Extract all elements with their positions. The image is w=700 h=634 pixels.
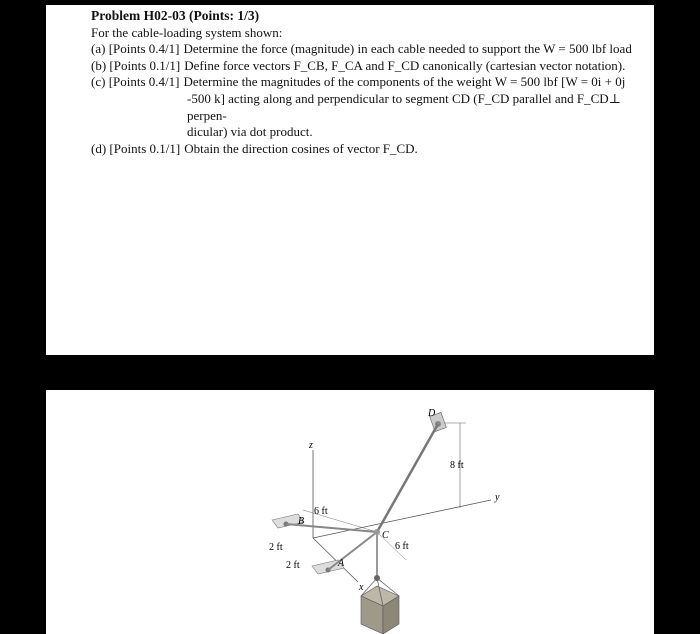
part-d-text: Obtain the direction cosines of vector F_CD. (184, 140, 418, 156)
cable-CD (377, 424, 438, 532)
label-z: z (309, 440, 313, 451)
problem-statement (91, 8, 659, 157)
part-b (91, 58, 659, 75)
part-a-text: Determine the force (magnitude) in each cable needed to support the W = 500 lbf load (183, 41, 632, 57)
left-black-border-lower (0, 390, 46, 634)
label-C: C (382, 530, 389, 541)
point-C (374, 529, 380, 535)
right-black-border (654, 0, 700, 355)
part-c-continued-2: dicular) via dot product. (187, 124, 313, 140)
hook (374, 575, 380, 581)
problem-intro: For the cable-loading system shown: (91, 24, 283, 40)
part-d-label: (d) [Points 0.1/1] (91, 140, 181, 156)
part-a (91, 41, 659, 58)
left-black-border (0, 0, 46, 355)
middle-black-band (0, 355, 700, 390)
part-c (91, 74, 659, 91)
part-d (91, 141, 659, 158)
dim-6ft-right: 6 ft (395, 541, 409, 552)
label-B: B (298, 516, 305, 527)
dim-2ft-bottom: 2 ft (286, 560, 300, 571)
cable-CA (328, 532, 377, 570)
part-a-label: (a) [Points 0.4/1] (91, 41, 180, 57)
part-c-text: Determine the magnitudes of the components of the weight W = 500 lbf [W = 0i + 0j (183, 74, 626, 90)
dim-6ft-top: 6 ft (314, 506, 328, 517)
y-axis (313, 500, 491, 538)
x-axis (313, 538, 358, 582)
label-y: y (495, 492, 500, 503)
cable-system-figure (46, 390, 654, 634)
part-b-text: Define force vectors F_CB, F_CA and F_CD canonically (cartesian vector notation). (184, 57, 626, 73)
right-black-border-lower (654, 390, 700, 634)
part-b-label: (b) [Points 0.1/1] (91, 57, 181, 73)
dim-8ft: 8 ft (450, 460, 464, 471)
dim-2ft-left: 2 ft (269, 542, 283, 553)
label-A: A (338, 558, 345, 569)
part-c-continued-1: -500 k] acting along and perpendicular to segment CD (F_CD parallel and F_CD⊥ perpen- (187, 90, 621, 123)
problem-title: Problem H02-03 (Points: 1/3) (91, 8, 260, 23)
part-c-label: (c) [Points 0.4/1] (91, 74, 180, 90)
label-D: D (428, 408, 436, 419)
label-x: x (359, 582, 364, 593)
top-black-border (0, 0, 700, 5)
